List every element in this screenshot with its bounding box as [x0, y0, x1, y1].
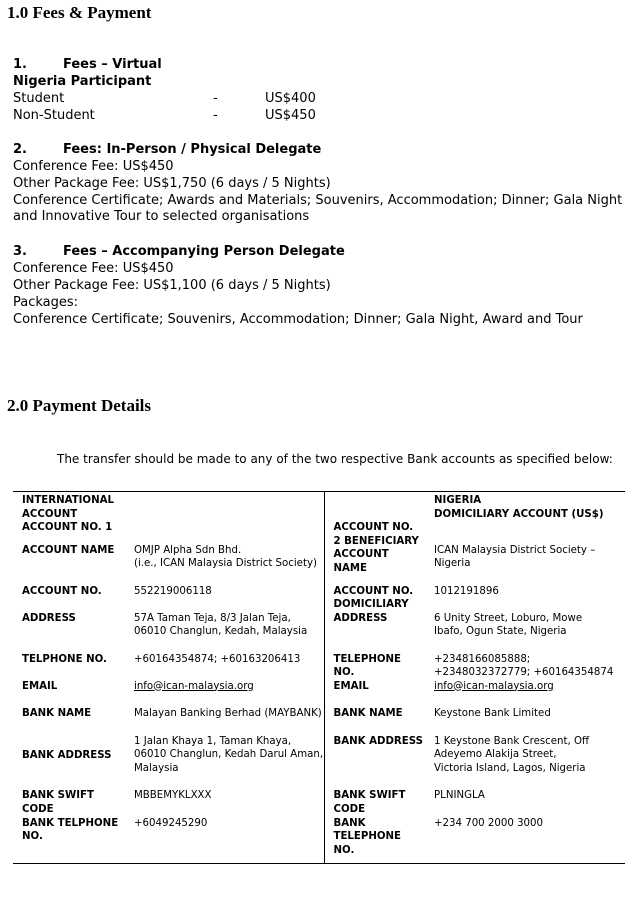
section-heading-payment: 2.0 Payment Details [7, 396, 152, 415]
table-row [13, 817, 625, 864]
row-value: +60164354874; +60163206413 [125, 653, 324, 680]
table-row [13, 735, 625, 790]
fee-row-label: Non-Student [13, 108, 95, 123]
fee-row-value: US$450 [265, 108, 316, 123]
fee-line: Other Package Fee: US$1,100 (6 days / 5 Nights) [13, 278, 331, 293]
row-label: ACCOUNT NO. [22, 585, 102, 597]
table-row [13, 585, 625, 612]
fee-block-title: Fees: In-Person / Physical Delegate [63, 142, 322, 157]
fee-row-non-student [13, 108, 316, 123]
row-value: ICAN Malaysia District Society – Nigeria [434, 544, 596, 569]
account-no-2-label: ACCOUNT NO. 2 BENEFICIARY ACCOUNT NAME [333, 522, 419, 574]
table-row [13, 653, 625, 680]
email-link[interactable]: info@ican-malaysia.org [134, 680, 254, 692]
row-label: BANK SWIFT CODE [22, 790, 94, 815]
row-value: 57A Taman Teja, 8/3 Jalan Teja, 06010 Changlun, Kedah, Malaysia [125, 612, 324, 653]
row-value: 1 Jalan Khaya 1, Taman Khaya, 06010 Changlun, Kedah Darul Aman, Malaysia [125, 735, 324, 790]
table-row [13, 612, 625, 653]
fee-line: Packages: [13, 295, 79, 310]
fee-line: Conference Fee: US$450 [13, 159, 174, 174]
fee-block-number: 1. [13, 57, 27, 72]
row-label: BANK TELEPHONE NO. [324, 817, 425, 864]
row-value: OMJP Alpha Sdn Bhd. (i.e., ICAN Malaysia District Society) [125, 535, 324, 585]
row-label: ACCOUNT NAME [22, 544, 115, 556]
row-value: 6 Unity Street, Loburo, Mowe Ibafo, Ogun State, Nigeria [434, 612, 583, 637]
fee-block-title-accompanying [13, 244, 345, 259]
row-value: Keystone Bank Limited [434, 708, 551, 719]
email-link[interactable]: info@ican-malaysia.org [434, 680, 554, 692]
table-row [13, 521, 625, 535]
fee-block-title: Fees – Accompanying Person Delegate [63, 244, 345, 259]
international-account-header: INTERNATIONAL ACCOUNT [13, 492, 324, 522]
row-label: BANK ADDRESS [333, 735, 423, 747]
fee-line: Other Package Fee: US$1,750 (6 days / 5 Nights) [13, 176, 331, 191]
fee-row-student [13, 91, 316, 106]
row-label: BANK SWIFT CODE [333, 790, 406, 815]
email-cell [125, 680, 324, 708]
row-label: TELEPHONE NO. [333, 653, 401, 678]
row-value: +234 700 2000 3000 [425, 817, 625, 864]
section-heading-fees: 1.0 Fees & Payment [7, 3, 152, 22]
account-no-1-label: ACCOUNT NO. 1 [13, 521, 324, 535]
fee-line: Conference Certificate; Awards and Materials; Souvenirs, Accommodation; Dinner; Gala Night and Innovative Tour to selected organisations [13, 193, 623, 224]
row-value: +6049245290 [125, 817, 324, 864]
fee-block-number: 2. [13, 142, 27, 157]
fee-block-title-in-person [13, 142, 321, 157]
email-cell [425, 680, 625, 708]
table-header-row [13, 492, 625, 522]
table-row [13, 535, 625, 585]
payment-intro-text: The transfer should be made to any of the two respective Bank accounts as specified below: [57, 452, 613, 466]
row-value: 1012191896 [434, 585, 499, 597]
row-label: BANK TELPHONE NO. [13, 817, 125, 864]
row-label: ADDRESS [333, 612, 388, 624]
row-label: TELPHONE NO. [22, 653, 107, 665]
row-value: MBBEMYKLXXX [125, 789, 324, 817]
fee-block-number: 3. [13, 244, 27, 259]
fee-block-title-virtual [13, 57, 162, 72]
fee-row-value: US$400 [265, 91, 316, 106]
row-value: 552219006118 [125, 585, 324, 612]
row-value: 1 Keystone Bank Crescent, Off Adeyemo Alakija Street, Victoria Island, Lagos, Nigeria [434, 735, 590, 774]
bank-accounts-table [13, 491, 625, 864]
row-label: ACCOUNT NO. DOMICILIARY [333, 585, 414, 610]
row-label: BANK NAME [22, 708, 92, 719]
row-label: EMAIL [22, 680, 58, 692]
nigeria-account-header: NIGERIA DOMICILIARY ACCOUNT (US$) [425, 492, 625, 522]
row-label: EMAIL [333, 680, 369, 692]
fee-block-title: Fees – Virtual [63, 57, 162, 72]
row-label: BANK ADDRESS [22, 749, 112, 761]
fee-row-dash: - [213, 91, 218, 106]
table-row [13, 707, 625, 735]
row-label: ADDRESS [22, 612, 76, 624]
fee-line: Conference Certificate; Souvenirs, Accommodation; Dinner; Gala Night, Award and Tour [13, 312, 583, 327]
fee-row-dash: - [213, 108, 218, 123]
row-value: +2348166085888; +2348032372779; +60164354874 [434, 653, 614, 678]
table-row [13, 789, 625, 817]
row-value: PLNINGLA [434, 790, 485, 801]
row-label: BANK NAME [333, 708, 403, 719]
table-row [13, 680, 625, 708]
row-value: Malayan Banking Berhad (MAYBANK) [125, 707, 324, 735]
fee-block-subtitle: Nigeria Participant [13, 74, 152, 89]
fee-line: Conference Fee: US$450 [13, 261, 174, 276]
fee-row-label: Student [13, 91, 65, 106]
